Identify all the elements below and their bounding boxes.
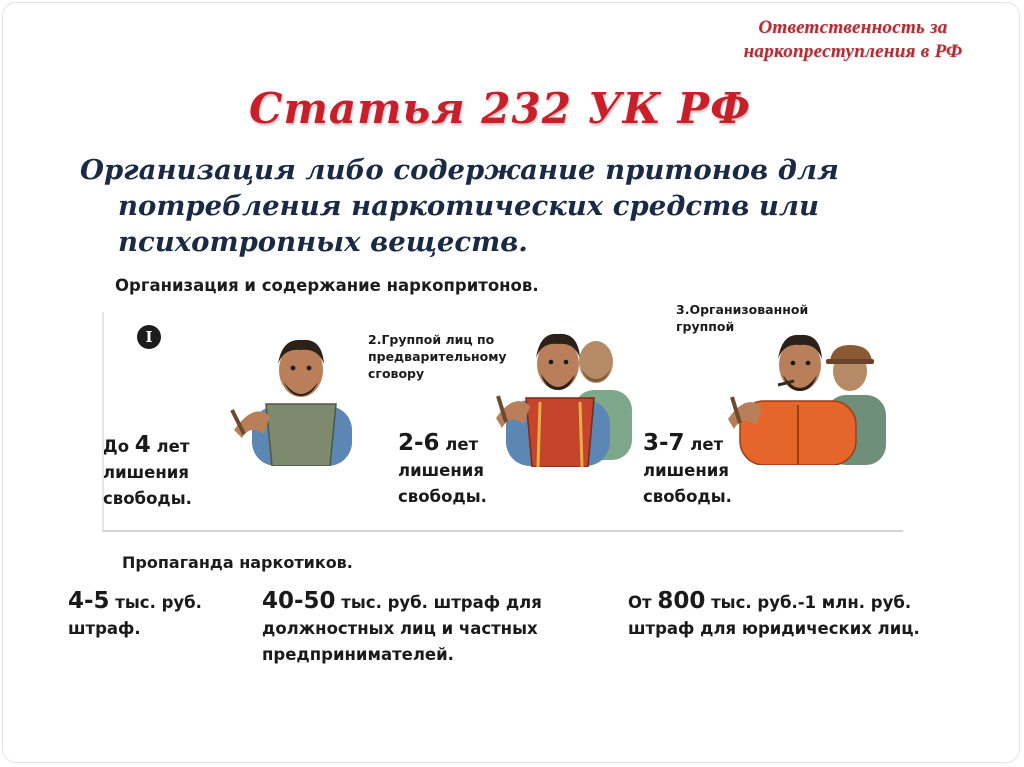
vest-shape bbox=[266, 404, 336, 466]
fine-unit: тыс. руб. штраф для bbox=[335, 593, 542, 612]
penalty-value: 2-6 bbox=[398, 430, 440, 456]
article-definition: Организация либо содержание притонов для потребления наркотических средств или психотропных веществ. bbox=[80, 154, 839, 258]
penalty-line-1 bbox=[643, 430, 732, 458]
penalty-line-3: свободы. bbox=[643, 487, 732, 506]
slide-title: Статья 232 УК РФ bbox=[249, 84, 751, 133]
head-shape bbox=[579, 341, 613, 383]
fine-line-3: предпринимателей. bbox=[262, 645, 454, 664]
penalty-line-3: свободы. bbox=[103, 489, 192, 508]
fine-legal-entities bbox=[628, 588, 998, 642]
hat-shape bbox=[830, 345, 872, 361]
penalty-organized-group bbox=[643, 430, 732, 510]
penalty-prefix: До bbox=[103, 437, 135, 456]
eye-shape bbox=[549, 360, 554, 365]
penalty-unit: лет bbox=[150, 437, 190, 456]
penalty-line-2: лишения bbox=[643, 461, 729, 480]
eye-shape bbox=[307, 366, 312, 371]
individual-offender-figure bbox=[226, 326, 356, 466]
roman-numeral-badge: I bbox=[137, 325, 161, 349]
penalty-value: 4 bbox=[134, 432, 151, 458]
eye-shape bbox=[291, 366, 296, 371]
vest-stripe bbox=[538, 402, 540, 467]
corner-title bbox=[708, 16, 998, 64]
fine-line-1 bbox=[262, 588, 602, 616]
corner-title-line-2: наркопреступления в РФ bbox=[743, 41, 963, 62]
eye-shape bbox=[806, 361, 811, 366]
vest-stripe bbox=[580, 402, 582, 467]
fine-individual bbox=[68, 588, 248, 642]
fine-line-1 bbox=[68, 588, 248, 616]
fine-value: 800 bbox=[657, 588, 706, 614]
eye-shape bbox=[791, 361, 796, 366]
section-heading-propaganda: Пропаганда наркотиков. bbox=[122, 553, 353, 572]
fine-line-1 bbox=[628, 588, 998, 616]
penalty-unit: лет bbox=[684, 435, 724, 454]
fine-unit: тыс. руб.-1 млн. руб. bbox=[705, 593, 912, 612]
fine-line-2: штраф для юридических лиц. bbox=[628, 619, 920, 638]
penalty-line-2: лишения bbox=[103, 463, 189, 482]
fine-officials bbox=[262, 588, 602, 668]
penalty-value: 3-7 bbox=[643, 430, 685, 456]
hat-brim-shape bbox=[826, 359, 874, 364]
corner-title-line-1: Ответственность за bbox=[758, 17, 948, 38]
fine-value: 40-50 bbox=[262, 588, 336, 614]
organized-group-offenders-figure bbox=[728, 325, 888, 465]
penalty-line-2: лишения bbox=[398, 461, 484, 480]
fine-line-2: штраф. bbox=[68, 619, 141, 638]
penalty-group bbox=[398, 430, 487, 510]
group-conspiracy-label: 2.Группой лиц по предварительному сговору bbox=[368, 332, 507, 381]
penalty-line-3: свободы. bbox=[398, 487, 487, 506]
group-offenders-figure bbox=[496, 322, 636, 467]
fine-unit: тыс. руб. bbox=[109, 593, 202, 612]
section-heading-dens: Организация и содержание наркопритонов. bbox=[115, 276, 539, 295]
fine-value: 4-5 bbox=[68, 588, 110, 614]
vest-shape bbox=[526, 398, 594, 467]
penalty-line-1 bbox=[398, 430, 487, 458]
fine-line-2: должностных лиц и частных bbox=[262, 619, 538, 638]
section-divider bbox=[103, 530, 903, 532]
eye-shape bbox=[564, 360, 569, 365]
penalty-unit: лет bbox=[439, 435, 479, 454]
organized-group-label: 3.Организованной группой bbox=[676, 302, 809, 334]
fine-prefix: От bbox=[628, 593, 658, 612]
penalty-line-1 bbox=[103, 432, 192, 460]
penalty-individual bbox=[103, 432, 192, 512]
